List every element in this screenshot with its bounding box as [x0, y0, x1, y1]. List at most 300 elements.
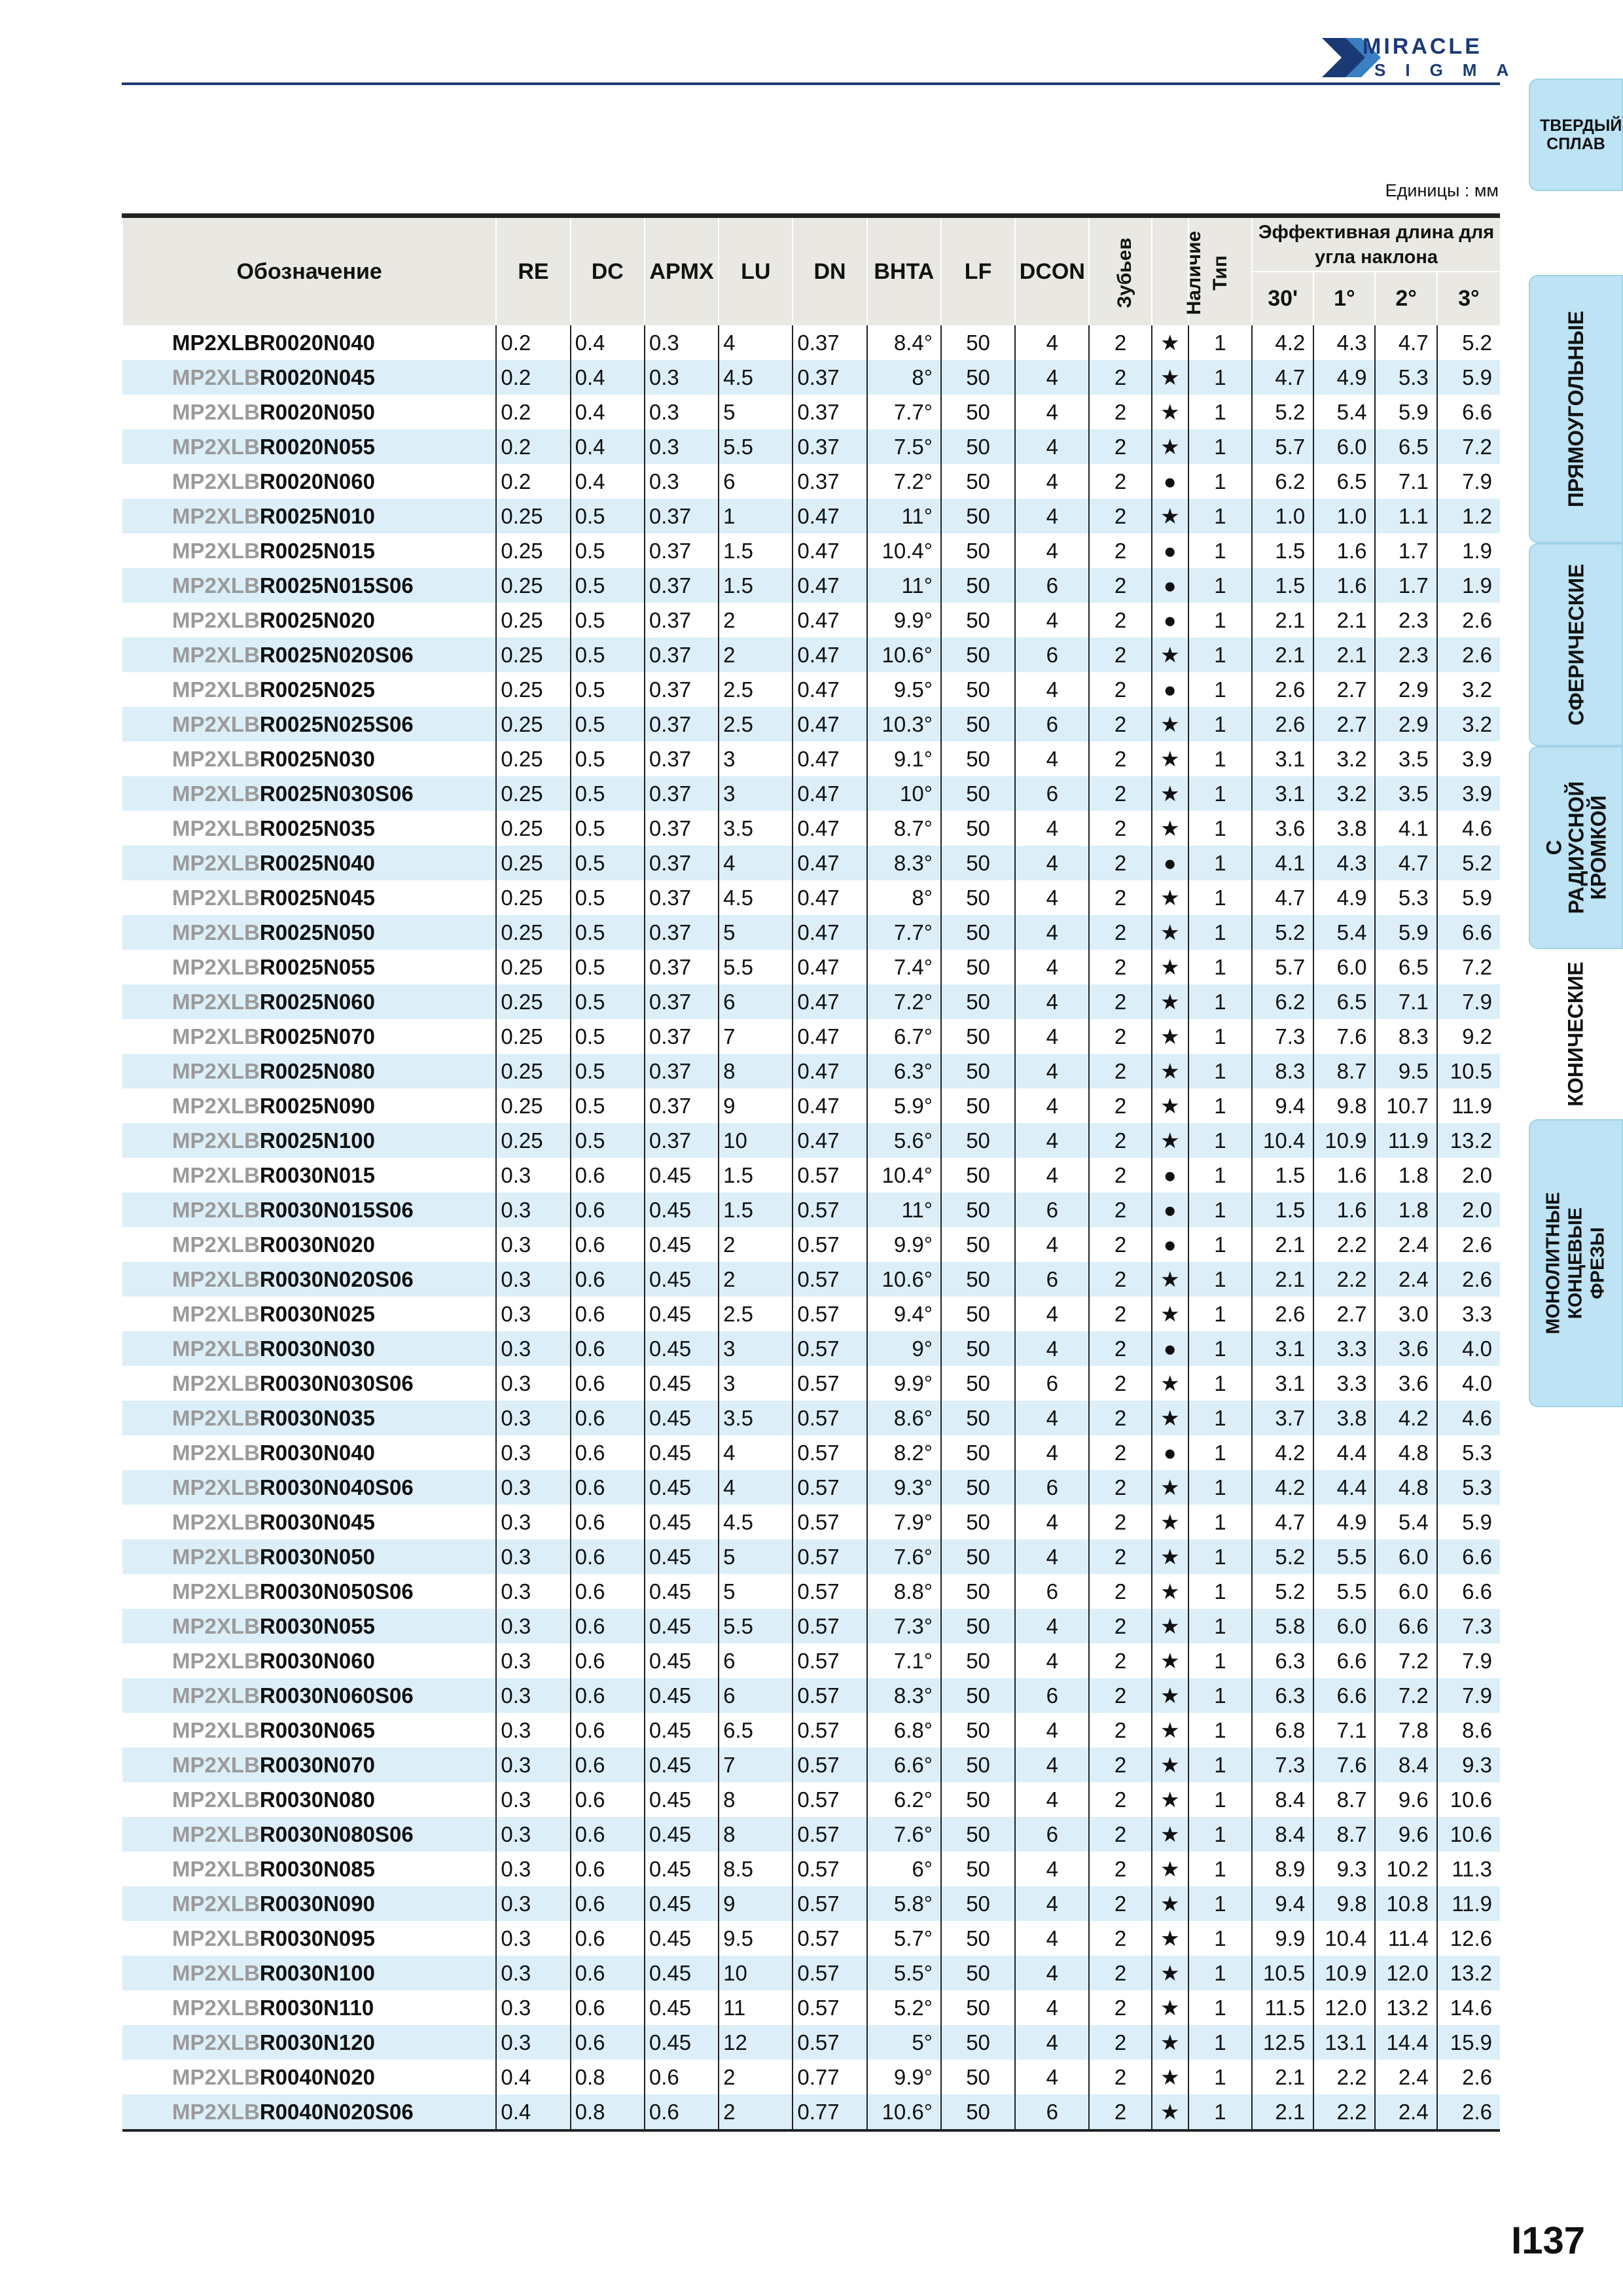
cell-re: 0.2 — [496, 464, 570, 499]
cell-lf: 50 — [941, 672, 1015, 707]
cell-type: 1 — [1188, 1366, 1252, 1401]
cell-eff-1deg: 2.7 — [1313, 707, 1375, 742]
cell-dc: 0.5 — [571, 603, 645, 637]
cell-apmx: 0.45 — [645, 1470, 719, 1505]
cell-stock: ★ — [1152, 2094, 1188, 2130]
cell-eff-3deg: 3.3 — [1437, 1297, 1500, 1331]
cell-dc: 0.6 — [571, 1817, 645, 1852]
cell-eff-30min: 2.6 — [1252, 707, 1313, 742]
tab-radius-edge[interactable] — [1529, 746, 1623, 949]
cell-lf: 50 — [941, 811, 1015, 846]
cell-designation: MP2XLBR0025N080 — [122, 1054, 496, 1088]
cell-dc: 0.4 — [571, 325, 645, 360]
cell-teeth: 2 — [1089, 915, 1151, 950]
cell-eff-2deg: 2.3 — [1375, 637, 1436, 672]
cell-eff-2deg: 3.6 — [1375, 1366, 1436, 1401]
cell-type: 1 — [1188, 1609, 1252, 1643]
cell-eff-30min: 4.7 — [1252, 880, 1313, 915]
cell-dc: 0.6 — [571, 1227, 645, 1262]
cell-bhta: 9.5° — [867, 672, 941, 707]
cell-dcon: 4 — [1015, 1331, 1089, 1366]
cell-dcon: 6 — [1015, 568, 1089, 603]
cell-apmx: 0.45 — [645, 1366, 719, 1401]
cell-eff-3deg: 4.0 — [1437, 1366, 1500, 1401]
cell-dn: 0.37 — [793, 464, 866, 499]
cell-re: 0.3 — [496, 1435, 570, 1470]
cell-apmx: 0.45 — [645, 1401, 719, 1435]
cell-dcon: 4 — [1015, 533, 1089, 568]
cell-eff-1deg: 7.1 — [1313, 1713, 1375, 1748]
cell-re: 0.3 — [496, 1331, 570, 1366]
cell-type: 1 — [1188, 2060, 1252, 2094]
cell-eff-30min: 1.5 — [1252, 533, 1313, 568]
cell-lu: 2 — [719, 637, 793, 672]
cell-lu: 4 — [719, 1435, 793, 1470]
cell-teeth: 2 — [1089, 776, 1151, 811]
table-row — [122, 2094, 1500, 2130]
cell-apmx: 0.45 — [645, 1193, 719, 1227]
cell-dcon: 4 — [1015, 1956, 1089, 1990]
cell-eff-2deg: 6.0 — [1375, 1574, 1436, 1609]
cell-lu: 7 — [719, 1748, 793, 1782]
cell-lf: 50 — [941, 499, 1015, 533]
cell-designation: MP2XLBR0030N085 — [122, 1852, 496, 1886]
cell-designation: MP2XLBR0030N025 — [122, 1297, 496, 1331]
cell-eff-2deg: 11.9 — [1375, 1123, 1436, 1158]
cell-dc: 0.5 — [571, 1054, 645, 1088]
cell-eff-30min: 5.2 — [1252, 1539, 1313, 1574]
cell-type: 1 — [1188, 1470, 1252, 1505]
cell-apmx: 0.45 — [645, 1539, 719, 1574]
cell-designation: MP2XLBR0025N015S06 — [122, 568, 496, 603]
cell-dn: 0.57 — [793, 1852, 866, 1886]
cell-eff-1deg: 1.6 — [1313, 1158, 1375, 1193]
cell-dcon: 4 — [1015, 1297, 1089, 1331]
cell-eff-1deg: 2.2 — [1313, 2094, 1375, 2130]
cell-stock: ★ — [1152, 915, 1188, 950]
cell-eff-2deg: 14.4 — [1375, 2025, 1436, 2060]
cell-lf: 50 — [941, 1331, 1015, 1366]
cell-eff-2deg: 7.2 — [1375, 1643, 1436, 1678]
cell-lu: 1.5 — [719, 1193, 793, 1227]
cell-eff-1deg: 8.7 — [1313, 1782, 1375, 1817]
header-angle-3deg: 3° — [1437, 272, 1500, 325]
cell-apmx: 0.37 — [645, 637, 719, 672]
cell-type: 1 — [1188, 568, 1252, 603]
cell-eff-3deg: 6.6 — [1437, 1574, 1500, 1609]
cell-bhta: 7.7° — [867, 395, 941, 429]
cell-stock: ★ — [1152, 1852, 1188, 1886]
cell-eff-2deg: 12.0 — [1375, 1956, 1436, 1990]
cell-eff-1deg: 6.5 — [1313, 464, 1375, 499]
cell-teeth: 2 — [1089, 1956, 1151, 1990]
tab-solid-end-mills[interactable] — [1529, 1119, 1623, 1407]
header-stock-label: Наличие — [1183, 230, 1205, 315]
cell-lu: 2.5 — [719, 1297, 793, 1331]
cell-eff-3deg: 2.6 — [1437, 1227, 1500, 1262]
cell-stock: ★ — [1152, 742, 1188, 776]
cell-lu: 7 — [719, 1019, 793, 1054]
cell-eff-2deg: 6.5 — [1375, 429, 1436, 464]
cell-eff-1deg: 6.0 — [1313, 429, 1375, 464]
cell-eff-1deg: 6.5 — [1313, 984, 1375, 1019]
cell-bhta: 10.6° — [867, 1262, 941, 1297]
cell-lu: 10 — [719, 1123, 793, 1158]
cell-eff-30min: 5.2 — [1252, 395, 1313, 429]
cell-type: 1 — [1188, 360, 1252, 395]
cell-dn: 0.57 — [793, 1227, 866, 1262]
cell-bhta: 5.7° — [867, 1921, 941, 1956]
cell-apmx: 0.45 — [645, 1921, 719, 1956]
cell-teeth: 2 — [1089, 880, 1151, 915]
cell-eff-3deg: 11.9 — [1437, 1088, 1500, 1123]
cell-lf: 50 — [941, 1782, 1015, 1817]
cell-eff-2deg: 1.8 — [1375, 1193, 1436, 1227]
cell-lf: 50 — [941, 1817, 1015, 1852]
cell-eff-2deg: 11.4 — [1375, 1921, 1436, 1956]
tab-hard-alloy[interactable] — [1529, 79, 1623, 191]
cell-designation: MP2XLBR0025N100 — [122, 1123, 496, 1158]
cell-dn: 0.57 — [793, 1574, 866, 1609]
cell-dn: 0.57 — [793, 1782, 866, 1817]
cell-dcon: 4 — [1015, 1852, 1089, 1886]
cell-teeth: 2 — [1089, 568, 1151, 603]
cell-designation: MP2XLBR0025N055 — [122, 950, 496, 984]
cell-eff-2deg: 10.8 — [1375, 1886, 1436, 1921]
cell-bhta: 5.2° — [867, 1990, 941, 2025]
header-apmx: APMX — [645, 216, 719, 326]
cell-bhta: 7.6° — [867, 1817, 941, 1852]
cell-eff-2deg: 4.1 — [1375, 811, 1436, 846]
cell-bhta: 8.7° — [867, 811, 941, 846]
cell-eff-3deg: 2.6 — [1437, 1262, 1500, 1297]
header-re: RE — [496, 216, 570, 326]
cell-stock: ★ — [1152, 1678, 1188, 1713]
cell-eff-30min: 10.4 — [1252, 1123, 1313, 1158]
table-row — [122, 1401, 1500, 1435]
tab-label: С РАДИУСНОЙ КРОМКОЙ — [1542, 781, 1611, 914]
cell-lu: 2 — [719, 2060, 793, 2094]
cell-lf: 50 — [941, 1470, 1015, 1505]
header-stock — [1152, 216, 1205, 326]
cell-apmx: 0.37 — [645, 1123, 719, 1158]
cell-dcon: 4 — [1015, 429, 1089, 464]
cell-lu: 1.5 — [719, 1158, 793, 1193]
table-row — [122, 1782, 1500, 1817]
cell-dc: 0.6 — [571, 1262, 645, 1297]
cell-eff-3deg: 1.2 — [1437, 499, 1500, 533]
cell-bhta: 7.9° — [867, 1505, 941, 1539]
brand-name-line1: MIRACLE — [1363, 34, 1482, 59]
header-lf: LF — [941, 216, 1015, 326]
cell-eff-3deg: 4.6 — [1437, 1401, 1500, 1435]
cell-eff-30min: 3.7 — [1252, 1401, 1313, 1435]
cell-dn: 0.47 — [793, 880, 866, 915]
cell-eff-2deg: 4.7 — [1375, 846, 1436, 880]
cell-lf: 50 — [941, 637, 1015, 672]
cell-eff-1deg: 6.0 — [1313, 1609, 1375, 1643]
cell-lu: 4 — [719, 325, 793, 360]
cell-eff-2deg: 7.1 — [1375, 464, 1436, 499]
cell-designation: MP2XLBR0025N030 — [122, 742, 496, 776]
header-dn: DN — [793, 216, 866, 326]
cell-re: 0.3 — [496, 2025, 570, 2060]
cell-re: 0.3 — [496, 1852, 570, 1886]
cell-dn: 0.47 — [793, 499, 866, 533]
cell-type: 1 — [1188, 1019, 1252, 1054]
cell-re: 0.3 — [496, 1470, 570, 1505]
cell-eff-2deg: 3.5 — [1375, 776, 1436, 811]
table-row — [122, 1366, 1500, 1401]
cell-stock: ● — [1152, 672, 1188, 707]
cell-teeth: 2 — [1089, 1193, 1151, 1227]
cell-dc: 0.5 — [571, 1123, 645, 1158]
cell-apmx: 0.45 — [645, 1331, 719, 1366]
cell-eff-2deg: 2.4 — [1375, 1227, 1436, 1262]
cell-designation: MP2XLBR0030N050S06 — [122, 1574, 496, 1609]
cell-bhta: 8.6° — [867, 1401, 941, 1435]
cell-dcon: 4 — [1015, 464, 1089, 499]
cell-bhta: 6.2° — [867, 1782, 941, 1817]
cell-type: 1 — [1188, 1643, 1252, 1678]
cell-dn: 0.47 — [793, 603, 866, 637]
tab-conical[interactable] — [1529, 949, 1623, 1119]
cell-eff-3deg: 5.2 — [1437, 325, 1500, 360]
cell-designation: MP2XLBR0025N040 — [122, 846, 496, 880]
cell-stock: ● — [1152, 1193, 1188, 1227]
cell-eff-1deg: 3.3 — [1313, 1331, 1375, 1366]
cell-apmx: 0.45 — [645, 1158, 719, 1193]
cell-bhta: 11° — [867, 568, 941, 603]
cell-dn: 0.57 — [793, 1331, 866, 1366]
cell-re: 0.3 — [496, 1782, 570, 1817]
cell-re: 0.25 — [496, 950, 570, 984]
cell-teeth: 2 — [1089, 1331, 1151, 1366]
units-label: Единицы : мм — [1385, 181, 1499, 200]
cell-dc: 0.6 — [571, 1782, 645, 1817]
cell-eff-1deg: 4.4 — [1313, 1435, 1375, 1470]
cell-stock: ★ — [1152, 2025, 1188, 2060]
cell-apmx: 0.45 — [645, 1886, 719, 1921]
cell-bhta: 7.2° — [867, 464, 941, 499]
header-teeth — [1089, 216, 1151, 326]
cell-dn: 0.47 — [793, 672, 866, 707]
table-row — [122, 811, 1500, 846]
cell-designation: MP2XLBR0030N065 — [122, 1713, 496, 1748]
cell-lu: 2 — [719, 603, 793, 637]
cell-re: 0.25 — [496, 499, 570, 533]
cell-bhta: 11° — [867, 499, 941, 533]
cell-dn: 0.47 — [793, 568, 866, 603]
cell-stock: ● — [1152, 1331, 1188, 1366]
cell-dcon: 4 — [1015, 1054, 1089, 1088]
cell-re: 0.25 — [496, 637, 570, 672]
cell-bhta: 7.6° — [867, 1539, 941, 1574]
table-row — [122, 776, 1500, 811]
cell-eff-30min: 5.2 — [1252, 915, 1313, 950]
cell-lu: 4.5 — [719, 1505, 793, 1539]
cell-stock: ★ — [1152, 1019, 1188, 1054]
cell-eff-3deg: 3.9 — [1437, 742, 1500, 776]
cell-eff-3deg: 5.3 — [1437, 1470, 1500, 1505]
cell-dn: 0.57 — [793, 1366, 866, 1401]
cell-dn: 0.57 — [793, 1505, 866, 1539]
tab-spherical[interactable] — [1529, 543, 1623, 746]
cell-eff-1deg: 8.7 — [1313, 1817, 1375, 1852]
cell-teeth: 2 — [1089, 1817, 1151, 1852]
cell-apmx: 0.3 — [645, 325, 719, 360]
cell-eff-1deg: 3.2 — [1313, 742, 1375, 776]
cell-eff-1deg: 4.3 — [1313, 846, 1375, 880]
cell-bhta: 8.8° — [867, 1574, 941, 1609]
cell-type: 1 — [1188, 637, 1252, 672]
cell-stock: ● — [1152, 846, 1188, 880]
cell-apmx: 0.37 — [645, 707, 719, 742]
cell-dcon: 6 — [1015, 1678, 1089, 1713]
cell-teeth: 2 — [1089, 360, 1151, 395]
cell-bhta: 8° — [867, 360, 941, 395]
cell-lu: 6 — [719, 1643, 793, 1678]
cell-eff-3deg: 4.6 — [1437, 811, 1500, 846]
cell-apmx: 0.37 — [645, 499, 719, 533]
cell-eff-1deg: 3.8 — [1313, 1401, 1375, 1435]
cell-eff-30min: 2.6 — [1252, 672, 1313, 707]
cell-stock: ● — [1152, 533, 1188, 568]
cell-dcon: 4 — [1015, 1713, 1089, 1748]
header-rule — [122, 82, 1500, 85]
cell-eff-2deg: 3.0 — [1375, 1297, 1436, 1331]
cell-lf: 50 — [941, 1158, 1015, 1193]
cell-dcon: 6 — [1015, 637, 1089, 672]
table-row — [122, 1956, 1500, 1990]
cell-re: 0.3 — [496, 1401, 570, 1435]
cell-stock: ★ — [1152, 499, 1188, 533]
cell-eff-3deg: 1.9 — [1437, 533, 1500, 568]
cell-lu: 3.5 — [719, 1401, 793, 1435]
cell-dcon: 4 — [1015, 915, 1089, 950]
cell-eff-2deg: 2.4 — [1375, 1262, 1436, 1297]
cell-eff-2deg: 9.5 — [1375, 1054, 1436, 1088]
cell-dc: 0.5 — [571, 707, 645, 742]
cell-eff-30min: 4.2 — [1252, 325, 1313, 360]
cell-apmx: 0.37 — [645, 880, 719, 915]
cell-eff-1deg: 2.2 — [1313, 1227, 1375, 1262]
cell-stock: ★ — [1152, 429, 1188, 464]
cell-re: 0.25 — [496, 846, 570, 880]
cell-dn: 0.57 — [793, 1401, 866, 1435]
table-row — [122, 1886, 1500, 1921]
table-row — [122, 603, 1500, 637]
cell-dcon: 4 — [1015, 1401, 1089, 1435]
cell-teeth: 2 — [1089, 1886, 1151, 1921]
header-angle-30min: 30' — [1252, 272, 1313, 325]
cell-eff-2deg: 1.1 — [1375, 499, 1436, 533]
cell-teeth: 2 — [1089, 1470, 1151, 1505]
cell-bhta: 10.6° — [867, 637, 941, 672]
table-row — [122, 637, 1500, 672]
cell-eff-30min: 6.2 — [1252, 464, 1313, 499]
cell-eff-2deg: 5.9 — [1375, 395, 1436, 429]
cell-stock: ★ — [1152, 776, 1188, 811]
cell-eff-3deg: 6.6 — [1437, 915, 1500, 950]
cell-type: 1 — [1188, 742, 1252, 776]
cell-teeth: 2 — [1089, 1401, 1151, 1435]
cell-apmx: 0.45 — [645, 2025, 719, 2060]
cell-bhta: 7.3° — [867, 1609, 941, 1643]
cell-stock: ★ — [1152, 1401, 1188, 1435]
cell-stock: ★ — [1152, 1782, 1188, 1817]
cell-eff-1deg: 7.6 — [1313, 1748, 1375, 1782]
cell-teeth: 2 — [1089, 499, 1151, 533]
cell-eff-3deg: 5.3 — [1437, 1435, 1500, 1470]
cell-bhta: 6.3° — [867, 1054, 941, 1088]
cell-type: 1 — [1188, 1990, 1252, 2025]
cell-lf: 50 — [941, 1193, 1015, 1227]
cell-type: 1 — [1188, 1505, 1252, 1539]
cell-eff-2deg: 4.8 — [1375, 1470, 1436, 1505]
cell-teeth: 2 — [1089, 637, 1151, 672]
cell-stock: ★ — [1152, 2060, 1188, 2094]
cell-stock: ★ — [1152, 1990, 1188, 2025]
cell-stock: ★ — [1152, 950, 1188, 984]
table-row — [122, 360, 1500, 395]
cell-re: 0.3 — [496, 1643, 570, 1678]
cell-eff-2deg: 9.6 — [1375, 1782, 1436, 1817]
tab-rectangular[interactable] — [1529, 275, 1623, 543]
cell-eff-30min: 3.1 — [1252, 776, 1313, 811]
cell-teeth: 2 — [1089, 325, 1151, 360]
cell-type: 1 — [1188, 533, 1252, 568]
tab-label: ТВЕРДЫЙ СПЛАВ — [1540, 117, 1622, 153]
cell-dc: 0.5 — [571, 984, 645, 1019]
cell-bhta: 8.3° — [867, 1678, 941, 1713]
cell-type: 1 — [1188, 1297, 1252, 1331]
cell-stock: ★ — [1152, 1956, 1188, 1990]
cell-dcon: 4 — [1015, 360, 1089, 395]
cell-stock: ★ — [1152, 1539, 1188, 1574]
header-lu: LU — [719, 216, 793, 326]
cell-teeth: 2 — [1089, 1088, 1151, 1123]
cell-teeth: 2 — [1089, 1748, 1151, 1782]
cell-eff-3deg: 10.6 — [1437, 1817, 1500, 1852]
table-row — [122, 1088, 1500, 1123]
cell-dn: 0.57 — [793, 1678, 866, 1713]
tab-label: КОНИЧЕСКИЕ — [1564, 961, 1588, 1107]
cell-dcon: 4 — [1015, 1227, 1089, 1262]
cell-bhta: 7.2° — [867, 984, 941, 1019]
cell-eff-30min: 9.9 — [1252, 1921, 1313, 1956]
cell-designation: MP2XLBR0020N055 — [122, 429, 496, 464]
cell-stock: ● — [1152, 1227, 1188, 1262]
cell-stock: ★ — [1152, 637, 1188, 672]
cell-dcon: 4 — [1015, 2025, 1089, 2060]
cell-designation: MP2XLBR0020N045 — [122, 360, 496, 395]
cell-dcon: 4 — [1015, 1539, 1089, 1574]
cell-teeth: 2 — [1089, 429, 1151, 464]
table-row — [122, 846, 1500, 880]
cell-eff-2deg: 9.6 — [1375, 1817, 1436, 1852]
cell-type: 1 — [1188, 1539, 1252, 1574]
cell-lu: 9 — [719, 1886, 793, 1921]
cell-lf: 50 — [941, 1297, 1015, 1331]
cell-eff-30min: 1.0 — [1252, 499, 1313, 533]
cell-re: 0.3 — [496, 1574, 570, 1609]
table-row — [122, 395, 1500, 429]
cell-eff-30min: 2.6 — [1252, 1297, 1313, 1331]
cell-teeth: 2 — [1089, 1921, 1151, 1956]
table-row — [122, 1019, 1500, 1054]
cell-bhta: 9.9° — [867, 1227, 941, 1262]
